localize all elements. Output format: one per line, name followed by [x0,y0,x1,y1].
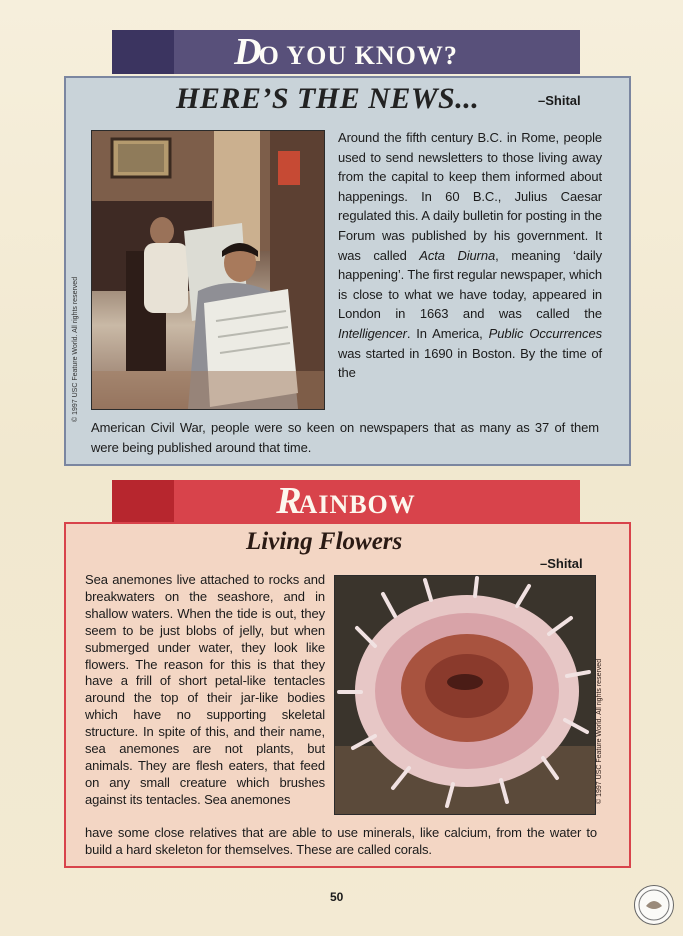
news-text-part-2: , meaning ‘daily happening’. The first regular newspaper, which is close to what we have today, appeared in London in 1663 and was called the [338,247,602,322]
acta-diurna-title: Acta Diurna [419,247,496,263]
newspaper-reading-illustration [91,130,325,410]
banner-title [234,30,458,74]
flowers-headline: Living Flowers [246,528,403,555]
flowers-byline: –Shital [540,556,583,571]
news-text-part-1: Around the fifth century B.C. in Rome, people used to send newsletters to those living away from the capital to keep them informed about happenings. In 60 B.C., Julius Caesar regulated this. A daily bulletin for posting in the Forum was published by his government. It was called [338,130,602,263]
banner-initial: D [234,31,263,73]
banner-initial: R [276,480,303,522]
banner-title-rest: AINBOW [298,490,416,519]
flowers-photo-credit: © 1997 USC Feature World. All rights reserved [596,658,603,804]
news-body-text [338,128,602,383]
do-you-know-banner [112,30,580,74]
news-text-part-3: . In America, [406,325,489,341]
news-headline: HERE’S THE NEWS... [176,82,480,115]
banner-title [276,479,416,523]
banner-accent-block [112,480,174,522]
rainbow-banner [112,480,580,522]
flowers-body-continuation: have some close relatives that are able to use minerals, like calcium, from the water to build a hard skeleton for themselves. These are called corals. [85,825,597,857]
intelligencer-title: Intelligencer [338,325,407,341]
news-article-panel [64,76,631,466]
banner-accent-block [112,30,174,74]
illustration-art [92,131,324,409]
living-flowers-article-panel [64,522,631,868]
sea-anemone-photo [334,575,596,815]
library-stamp-icon [634,885,674,925]
news-body-continuation: American Civil War, people were so keen on newspapers that as many as 37 of them were being published around that time. [91,420,599,455]
page-number: 50 [330,890,344,904]
news-text-part-4: was started in 1690 in Boston. By the time of the [338,345,602,381]
flowers-body-text: Sea anemones live attached to rocks and breakwaters on the seashore, and in shallow waters. When the tide is out, they seem to be just blobs of jelly, but when submerged under water, they look like flowers. The reason for this is that they have a frill of short petal-like tentacles around the top of their jar-like bodies which have no supporting skeletal structure. In spite of this, and their name, sea anemones are not plants, but animals. They are flesh eaters, that feed on any small creature which brushes against its tentacles. Sea anemones [85,572,325,807]
news-byline: –Shital [538,93,581,108]
anemone-art [335,576,595,814]
stamp-art [635,886,673,924]
banner-title-rest: O YOU KNOW? [258,41,458,70]
news-photo-credit: © 1997 USC Feature World. All rights reserved [72,276,79,422]
public-occurrences-title: Public Occurrences [488,325,602,341]
